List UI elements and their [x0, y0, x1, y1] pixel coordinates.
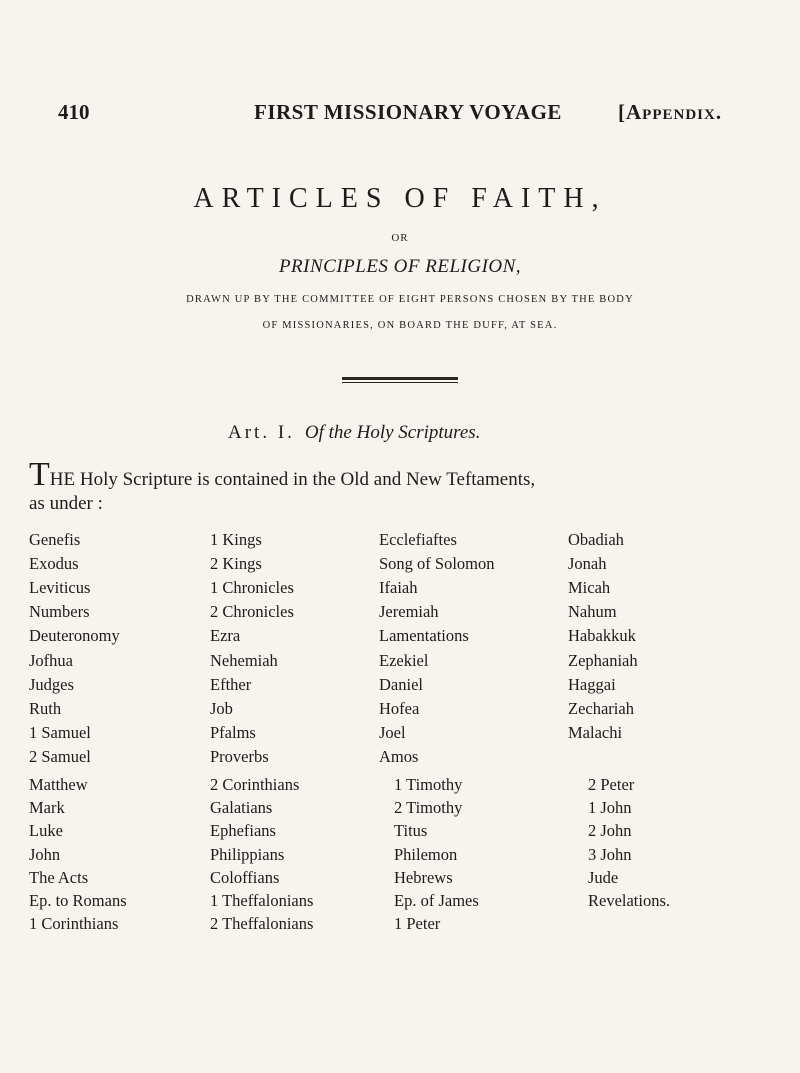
intro-line-1-text: HE Holy Scripture is contained in the Old and New Teftaments,	[49, 469, 536, 490]
book-name: Matthew	[29, 775, 88, 794]
book-name: Galatians	[210, 798, 273, 818]
running-head	[0, 100, 800, 130]
book-name: 2 Peter	[588, 775, 635, 794]
intro-line-1	[29, 456, 536, 493]
or-line: OR	[391, 232, 409, 244]
book-name: Judges	[29, 674, 74, 694]
book-name: Ep. to Romans	[29, 891, 127, 910]
book-name: Song of Solomon	[379, 554, 495, 574]
book-name: Jude	[588, 867, 619, 887]
book-name: John	[29, 844, 61, 864]
book-name: Jeremiah	[379, 602, 439, 622]
book-name: Nahum	[568, 602, 617, 622]
book-name: Joel	[379, 722, 406, 742]
book-name: Exodus	[29, 554, 79, 574]
book-name: Zechariah	[568, 698, 634, 718]
book-name: Numbers	[29, 602, 90, 622]
book-name: Philippians	[210, 844, 285, 864]
book-name: Nehemiah	[210, 650, 278, 670]
book-name: 2 Samuel	[29, 746, 91, 766]
drop-cap: T	[29, 456, 50, 493]
book-name: Ep. of James	[394, 891, 479, 910]
book-name: 1 Timothy	[394, 775, 463, 794]
book-name: Ezra	[210, 626, 241, 646]
book-name: 1 Corinthians	[29, 914, 119, 934]
subtitle: PRINCIPLES OF RELIGION,	[278, 256, 522, 277]
section-rule-thin	[342, 382, 458, 383]
book-name: The Acts	[29, 867, 89, 887]
book-name: 1 Theffalonians	[210, 891, 314, 910]
book-name: 2 John	[588, 821, 632, 841]
article-title: Of the Holy Scriptures.	[304, 422, 481, 443]
book-name: Obadiah	[568, 530, 624, 549]
book-name: Jofhua	[29, 650, 73, 670]
book-name: 1 Chronicles	[210, 578, 294, 598]
book-name: Ruth	[29, 698, 62, 718]
article-heading	[228, 422, 480, 444]
book-name: Proverbs	[210, 746, 269, 766]
book-name: Malachi	[568, 722, 623, 742]
book-name: Leviticus	[29, 578, 91, 598]
book-name: Haggai	[568, 674, 616, 694]
article-label: Art. I.	[228, 422, 295, 443]
book-name: Job	[210, 698, 233, 718]
book-name: 2 Timothy	[394, 798, 463, 818]
book-name: Ephefians	[210, 821, 276, 841]
book-name: Efther	[210, 674, 252, 694]
book-name: Ecclefiaftes	[379, 530, 457, 549]
book-name: 2 Corinthians	[210, 775, 300, 794]
book-name: 1 Samuel	[29, 722, 91, 742]
book-name: Habakkuk	[568, 626, 636, 646]
page-number: 410	[58, 100, 90, 124]
book-name: Daniel	[379, 674, 423, 694]
book-name: 3 John	[588, 844, 632, 864]
book-name: 2 Theffalonians	[210, 914, 314, 934]
book-name: 1 Kings	[210, 530, 262, 549]
book-name: Micah	[568, 578, 611, 598]
committee-line-1: DRAWN UP BY THE COMMITTEE OF EIGHT PERSONS CHOSEN BY THE BODY	[186, 294, 634, 305]
book-name: Philemon	[394, 844, 458, 864]
committee-line-2: OF MISSIONARIES, ON BOARD THE DUFF, AT SEA.	[262, 320, 558, 331]
book-name: Ifaiah	[379, 578, 418, 598]
book-name: Ezekiel	[379, 650, 429, 670]
book-name: 1 John	[588, 798, 632, 818]
book-name: Jonah	[568, 554, 607, 574]
book-name: Pfalms	[210, 722, 256, 742]
book-name: 2 Chronicles	[210, 602, 294, 622]
book-name: Luke	[29, 821, 63, 841]
book-name: Hebrews	[394, 867, 453, 887]
book-name: Lamentations	[379, 626, 469, 646]
intro-line-2: as under :	[29, 493, 103, 514]
book-name: Mark	[29, 798, 65, 818]
book-name: Deuteronomy	[29, 626, 120, 646]
running-title: FIRST MISSIONARY VOYAGE	[254, 100, 562, 124]
book-name: Zephaniah	[568, 650, 638, 670]
book-name: Revelations.	[588, 891, 671, 910]
book-name: Titus	[394, 821, 428, 841]
book-name: Hofea	[379, 698, 420, 718]
book-name: 2 Kings	[210, 554, 262, 574]
book-name: Coloffians	[210, 867, 280, 887]
main-title: ARTICLES OF FAITH,	[193, 183, 607, 214]
appendix-mark: [Appendix.	[618, 100, 723, 124]
book-name: Genefis	[29, 530, 81, 549]
section-rule-thick	[342, 377, 458, 380]
book-name: Amos	[379, 746, 419, 766]
book-name: 1 Peter	[394, 914, 441, 934]
